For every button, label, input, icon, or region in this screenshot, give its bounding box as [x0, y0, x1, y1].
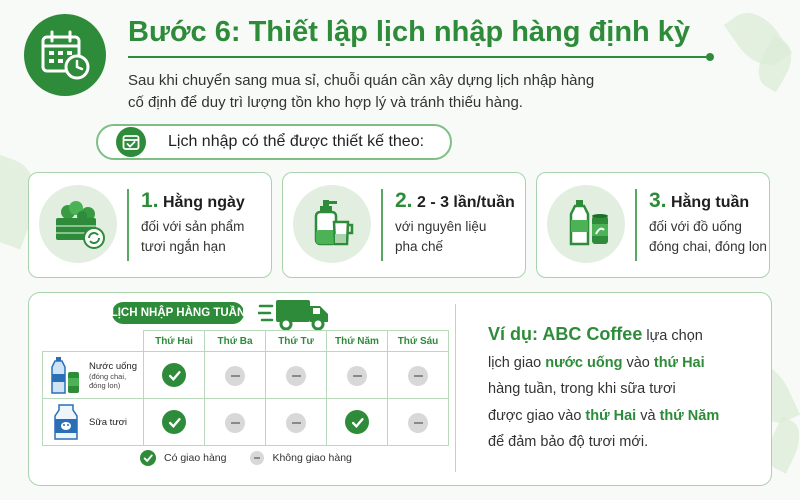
delivery-cell — [205, 352, 266, 399]
title-underline — [128, 56, 710, 58]
example-text-span: lựa chọn — [642, 328, 703, 344]
dash-icon — [225, 413, 245, 433]
option-card-daily — [28, 172, 272, 278]
vegetable-crate-icon — [39, 185, 117, 263]
card-number: 3. — [649, 189, 667, 212]
example-label: Ví dụ: ABC Coffee — [488, 324, 643, 344]
card-description — [649, 217, 767, 257]
intro-text — [128, 70, 648, 114]
card-desc-line: đóng chai, đóng lon — [649, 239, 767, 254]
dash-icon — [286, 413, 306, 433]
example-text-span: và — [636, 407, 660, 424]
day-header: Thứ Ba — [205, 331, 266, 352]
dash-icon — [286, 366, 306, 386]
card-title: 2 - 3 lần/tuần — [416, 194, 515, 211]
syrup-bottle-jug-icon — [293, 185, 371, 263]
dash-icon — [408, 366, 428, 386]
check-icon — [162, 410, 186, 434]
card-desc-line: với nguyên liệu — [395, 219, 487, 234]
card-number: 2. — [395, 189, 413, 212]
row-label-text: Nước uống — [89, 360, 137, 372]
day-header: Thứ Tư — [266, 331, 327, 352]
panel-divider — [455, 304, 456, 472]
schedule-legend — [140, 450, 376, 466]
delivery-cell — [327, 399, 388, 446]
example-highlight: thứ Năm — [659, 407, 720, 424]
page-title: Bước 6: Thiết lập lịch nhập hàng định kỳ — [128, 16, 691, 48]
example-line: hàng tuần, trong khi sữa tươi — [488, 381, 676, 397]
schedule-tag: LỊCH NHẬP HÀNG TUẦN — [112, 302, 244, 324]
delivery-cell — [266, 399, 327, 446]
delivery-cell — [144, 399, 205, 446]
card-desc-line: đối với sản phẩm — [141, 219, 245, 234]
table-corner — [43, 331, 144, 352]
card-divider — [635, 189, 637, 261]
card-divider — [381, 189, 383, 261]
day-header: Thứ Năm — [327, 331, 388, 352]
example-line: để đảm bảo độ tươi mới. — [488, 434, 649, 450]
card-desc-line: tươi ngắn hạn — [141, 239, 226, 254]
check-icon — [162, 363, 186, 387]
example-text — [488, 321, 758, 456]
row-label — [43, 399, 144, 446]
row-sublabel: (đóng chai, — [89, 371, 127, 381]
weekly-schedule-table — [42, 330, 449, 446]
card-heading — [395, 189, 515, 213]
card-heading — [141, 189, 245, 213]
delivery-cell — [144, 352, 205, 399]
card-title: Hằng ngày — [162, 194, 245, 211]
milk-carton-icon — [51, 403, 81, 441]
row-label — [43, 352, 144, 399]
legend-label: Có giao hàng — [164, 452, 227, 464]
delivery-cell — [388, 399, 449, 446]
card-desc-line: đối với đồ uống — [649, 219, 742, 234]
card-number: 1. — [141, 189, 159, 212]
calendar-check-icon — [116, 127, 146, 157]
option-card-weekly — [536, 172, 770, 278]
intro-line: Sau khi chuyển sang mua sỉ, chuỗi quán cần xây dựng lịch nhập hàng — [128, 72, 595, 89]
example-text-span: vào — [622, 354, 654, 371]
row-label-text: Sữa tươi — [89, 416, 127, 428]
example-highlight: nước uống — [545, 354, 623, 371]
delivery-cell — [388, 352, 449, 399]
card-heading — [649, 189, 767, 213]
bottle-can-icon — [547, 185, 625, 263]
table-row — [43, 352, 449, 399]
example-text-span: lịch giao — [488, 354, 546, 371]
table-row — [43, 399, 449, 446]
card-description — [141, 217, 245, 257]
example-highlight: thứ Hai — [585, 407, 637, 424]
dash-icon — [408, 413, 428, 433]
card-title: Hằng tuần — [670, 194, 750, 211]
delivery-cell — [327, 352, 388, 399]
dash-icon — [250, 451, 264, 465]
pill-label: Lịch nhập có thể được thiết kế theo: — [168, 133, 425, 150]
legend-item-yes — [140, 450, 226, 466]
example-text-span: được giao vào — [488, 407, 586, 424]
check-icon — [140, 450, 156, 466]
delivery-cell — [205, 399, 266, 446]
dash-icon — [225, 366, 245, 386]
delivery-cell — [266, 352, 327, 399]
water-bottle-can-icon — [51, 356, 81, 394]
example-highlight: thứ Hai — [653, 354, 705, 371]
legend-label: Không giao hàng — [272, 452, 352, 464]
day-header: Thứ Hai — [144, 331, 205, 352]
legend-item-no — [250, 451, 351, 465]
check-icon — [345, 410, 369, 434]
dash-icon — [347, 366, 367, 386]
day-header: Thứ Sáu — [388, 331, 449, 352]
row-sublabel: đóng lon) — [89, 380, 121, 390]
intro-line: cố định để duy trì lượng tồn kho hợp lý và tránh thiếu hàng. — [128, 94, 523, 111]
schedule-options-pill — [96, 124, 452, 160]
card-divider — [127, 189, 129, 261]
title-underline-dot — [706, 53, 714, 61]
card-desc-line: pha chế — [395, 239, 444, 254]
card-description — [395, 217, 515, 257]
calendar-clock-icon — [24, 14, 106, 96]
option-card-2-3-per-week — [282, 172, 526, 278]
